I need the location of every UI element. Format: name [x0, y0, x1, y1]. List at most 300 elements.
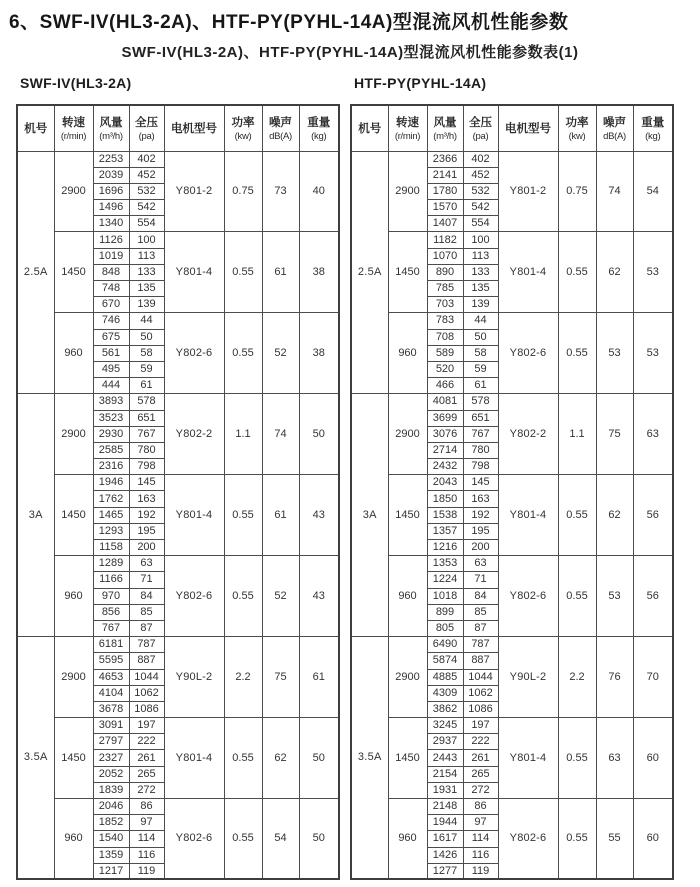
pressure-cell: 578 — [463, 394, 498, 410]
airflow-cell: 2930 — [93, 426, 129, 442]
pressure-cell: 50 — [129, 329, 164, 345]
noise-cell: 54 — [262, 799, 299, 880]
pressure-cell: 402 — [463, 151, 498, 167]
airflow-cell: 495 — [93, 361, 129, 377]
table-row — [351, 151, 673, 167]
header-weight: 重量 (kg) — [633, 105, 673, 151]
airflow-cell: 2253 — [93, 151, 129, 167]
airflow-cell: 1496 — [93, 200, 129, 216]
motor-model-cell: Y802-2 — [498, 394, 558, 475]
airflow-cell: 3523 — [93, 410, 129, 426]
airflow-cell: 1289 — [93, 556, 129, 572]
table-row — [351, 313, 673, 329]
motor-model-cell: Y801-2 — [164, 151, 224, 232]
pressure-cell: 63 — [129, 556, 164, 572]
pressure-cell: 44 — [129, 313, 164, 329]
pressure-cell: 139 — [129, 297, 164, 313]
speed-cell: 960 — [54, 799, 93, 880]
airflow-cell: 2432 — [427, 459, 463, 475]
header-airflow: 风量 (m³/h) — [93, 105, 129, 151]
power-cell: 2.2 — [558, 637, 596, 718]
pressure-cell: 402 — [129, 151, 164, 167]
pressure-cell: 195 — [129, 523, 164, 539]
pressure-cell: 58 — [463, 345, 498, 361]
table-row — [351, 556, 673, 572]
pressure-cell: 200 — [463, 540, 498, 556]
airflow-cell: 703 — [427, 297, 463, 313]
power-cell: 0.55 — [224, 313, 262, 394]
airflow-cell: 2443 — [427, 750, 463, 766]
table-row — [351, 232, 673, 248]
motor-model-cell: Y802-6 — [498, 313, 558, 394]
weight-cell: 50 — [299, 799, 339, 880]
table-row — [17, 394, 339, 410]
table-block-swf — [16, 75, 340, 880]
pressure-cell: 265 — [129, 766, 164, 782]
motor-model-cell: Y801-2 — [498, 151, 558, 232]
pressure-cell: 780 — [463, 442, 498, 458]
airflow-cell: 4885 — [427, 669, 463, 685]
airflow-cell: 785 — [427, 281, 463, 297]
airflow-cell: 2797 — [93, 734, 129, 750]
speed-cell: 2900 — [388, 151, 427, 232]
airflow-cell: 1696 — [93, 183, 129, 199]
airflow-cell: 1353 — [427, 556, 463, 572]
header-noise: 噪声 dB(A) — [596, 105, 633, 151]
header-speed: 转速 (r/min) — [54, 105, 93, 151]
table-row — [17, 556, 339, 572]
noise-cell: 53 — [596, 556, 633, 637]
pressure-cell: 63 — [463, 556, 498, 572]
weight-cell: 40 — [299, 151, 339, 232]
airflow-cell: 1407 — [427, 216, 463, 232]
airflow-cell: 1852 — [93, 815, 129, 831]
pressure-cell: 84 — [463, 588, 498, 604]
table-row — [17, 799, 339, 815]
speed-cell: 2900 — [54, 637, 93, 718]
airflow-cell: 2316 — [93, 459, 129, 475]
pressure-cell: 798 — [129, 459, 164, 475]
weight-cell: 38 — [299, 313, 339, 394]
airflow-cell: 1839 — [93, 782, 129, 798]
airflow-cell: 3699 — [427, 410, 463, 426]
speed-cell: 960 — [54, 556, 93, 637]
airflow-cell: 1762 — [93, 491, 129, 507]
airflow-cell: 783 — [427, 313, 463, 329]
airflow-cell: 1944 — [427, 815, 463, 831]
weight-cell: 61 — [299, 637, 339, 718]
airflow-cell: 675 — [93, 329, 129, 345]
power-cell: 0.55 — [224, 556, 262, 637]
power-cell: 0.55 — [558, 718, 596, 799]
pressure-cell: 554 — [129, 216, 164, 232]
pressure-cell: 197 — [463, 718, 498, 734]
weight-cell: 53 — [633, 232, 673, 313]
motor-model-cell: Y801-4 — [164, 475, 224, 556]
noise-cell: 76 — [596, 637, 633, 718]
airflow-cell: 970 — [93, 588, 129, 604]
airflow-cell: 2585 — [93, 442, 129, 458]
airflow-cell: 2043 — [427, 475, 463, 491]
pressure-cell: 86 — [129, 799, 164, 815]
table-row — [351, 637, 673, 653]
pressure-cell: 135 — [463, 281, 498, 297]
airflow-cell: 1217 — [93, 863, 129, 879]
airflow-cell: 2714 — [427, 442, 463, 458]
table-row — [351, 475, 673, 491]
table-row — [351, 799, 673, 815]
table-row — [17, 151, 339, 167]
pressure-cell: 787 — [463, 637, 498, 653]
pressure-cell: 85 — [129, 604, 164, 620]
power-cell: 0.55 — [558, 556, 596, 637]
pressure-cell: 532 — [129, 183, 164, 199]
airflow-cell: 3076 — [427, 426, 463, 442]
table-row — [17, 232, 339, 248]
power-cell: 0.75 — [558, 151, 596, 232]
pressure-cell: 133 — [129, 264, 164, 280]
power-cell: 0.55 — [224, 232, 262, 313]
pressure-cell: 163 — [463, 491, 498, 507]
pressure-cell: 651 — [129, 410, 164, 426]
pressure-cell: 261 — [463, 750, 498, 766]
airflow-cell: 561 — [93, 345, 129, 361]
fan-size-cell: 3.5A — [17, 637, 54, 880]
speed-cell: 2900 — [388, 394, 427, 475]
pressure-cell: 50 — [463, 329, 498, 345]
header-airflow: 风量 (m³/h) — [427, 105, 463, 151]
pressure-cell: 195 — [463, 523, 498, 539]
airflow-cell: 1931 — [427, 782, 463, 798]
airflow-cell: 3893 — [93, 394, 129, 410]
airflow-cell: 3678 — [93, 701, 129, 717]
pressure-cell: 119 — [463, 863, 498, 879]
airflow-cell: 2937 — [427, 734, 463, 750]
airflow-cell: 4081 — [427, 394, 463, 410]
airflow-cell: 746 — [93, 313, 129, 329]
noise-cell: 61 — [262, 475, 299, 556]
airflow-cell: 5874 — [427, 653, 463, 669]
airflow-cell: 466 — [427, 378, 463, 394]
airflow-cell: 748 — [93, 281, 129, 297]
weight-cell: 63 — [633, 394, 673, 475]
pressure-cell: 59 — [129, 361, 164, 377]
airflow-cell: 1018 — [427, 588, 463, 604]
fan-size-cell: 3.5A — [351, 637, 388, 880]
weight-cell: 38 — [299, 232, 339, 313]
pressure-cell: 887 — [129, 653, 164, 669]
airflow-cell: 1224 — [427, 572, 463, 588]
pressure-cell: 61 — [129, 378, 164, 394]
pressure-cell: 887 — [463, 653, 498, 669]
weight-cell: 50 — [299, 718, 339, 799]
airflow-cell: 1019 — [93, 248, 129, 264]
noise-cell: 75 — [596, 394, 633, 475]
airflow-cell: 1158 — [93, 540, 129, 556]
airflow-cell: 2052 — [93, 766, 129, 782]
motor-model-cell: Y801-4 — [498, 475, 558, 556]
header-noise: 噪声 dB(A) — [262, 105, 299, 151]
airflow-cell: 4309 — [427, 685, 463, 701]
header-speed: 转速 (r/min) — [388, 105, 427, 151]
airflow-cell: 2046 — [93, 799, 129, 815]
motor-model-cell: Y801-4 — [498, 232, 558, 313]
pressure-cell: 163 — [129, 491, 164, 507]
airflow-cell: 2141 — [427, 167, 463, 183]
pressure-cell: 265 — [463, 766, 498, 782]
airflow-cell: 890 — [427, 264, 463, 280]
header-fan-size: 机号 — [17, 105, 54, 151]
pressure-cell: 192 — [129, 507, 164, 523]
pressure-cell: 61 — [463, 378, 498, 394]
table-row — [17, 313, 339, 329]
pressure-cell: 44 — [463, 313, 498, 329]
pressure-cell: 1086 — [129, 701, 164, 717]
airflow-cell: 848 — [93, 264, 129, 280]
speed-cell: 1450 — [388, 232, 427, 313]
performance-table-htf — [350, 104, 674, 880]
airflow-cell: 1538 — [427, 507, 463, 523]
airflow-cell: 1426 — [427, 847, 463, 863]
pressure-cell: 113 — [463, 248, 498, 264]
pressure-cell: 58 — [129, 345, 164, 361]
pressure-cell: 578 — [129, 394, 164, 410]
pressure-cell: 651 — [463, 410, 498, 426]
pressure-cell: 97 — [129, 815, 164, 831]
speed-cell: 2900 — [54, 394, 93, 475]
motor-model-cell: Y802-6 — [498, 799, 558, 880]
page-subtitle: SWF-IV(HL3-2A)、HTF-PY(PYHL-14A)型混流风机性能参数表(1) — [121, 44, 579, 61]
pressure-cell: 1062 — [463, 685, 498, 701]
speed-cell: 1450 — [388, 718, 427, 799]
weight-cell: 56 — [633, 556, 673, 637]
table-block-htf — [350, 75, 674, 880]
noise-cell: 53 — [596, 313, 633, 394]
airflow-cell: 589 — [427, 345, 463, 361]
noise-cell: 61 — [262, 232, 299, 313]
table-label-swf: SWF-IV(HL3-2A) — [20, 75, 132, 91]
pressure-cell: 100 — [129, 232, 164, 248]
airflow-cell: 2327 — [93, 750, 129, 766]
noise-cell: 62 — [596, 232, 633, 313]
pressure-cell: 200 — [129, 540, 164, 556]
pressure-cell: 542 — [463, 200, 498, 216]
pressure-cell: 787 — [129, 637, 164, 653]
airflow-cell: 1570 — [427, 200, 463, 216]
pressure-cell: 532 — [463, 183, 498, 199]
airflow-cell: 1293 — [93, 523, 129, 539]
pressure-cell: 452 — [129, 167, 164, 183]
airflow-cell: 2148 — [427, 799, 463, 815]
power-cell: 0.55 — [224, 718, 262, 799]
pressure-cell: 114 — [463, 831, 498, 847]
airflow-cell: 1359 — [93, 847, 129, 863]
airflow-cell: 1617 — [427, 831, 463, 847]
pressure-cell: 197 — [129, 718, 164, 734]
header-power: 功率 (kw) — [224, 105, 262, 151]
airflow-cell: 6490 — [427, 637, 463, 653]
header-motor-model: 电机型号 — [164, 105, 224, 151]
weight-cell: 53 — [633, 313, 673, 394]
noise-cell: 73 — [262, 151, 299, 232]
table-label-htf: HTF-PY(PYHL-14A) — [354, 75, 487, 91]
pressure-cell: 767 — [463, 426, 498, 442]
table-row — [17, 637, 339, 653]
noise-cell: 52 — [262, 313, 299, 394]
page-title: 6、SWF-IV(HL3-2A)、HTF-PY(PYHL-14A)型混流风机性能参数 — [9, 12, 569, 33]
airflow-cell: 1166 — [93, 572, 129, 588]
pressure-cell: 71 — [463, 572, 498, 588]
performance-table-swf — [16, 104, 340, 880]
weight-cell: 60 — [633, 799, 673, 880]
fan-size-cell: 3A — [351, 394, 388, 637]
speed-cell: 960 — [388, 313, 427, 394]
pressure-cell: 272 — [463, 782, 498, 798]
airflow-cell: 3091 — [93, 718, 129, 734]
airflow-cell: 1277 — [427, 863, 463, 879]
motor-model-cell: Y802-6 — [498, 556, 558, 637]
speed-cell: 1450 — [54, 718, 93, 799]
speed-cell: 2900 — [54, 151, 93, 232]
airflow-cell: 767 — [93, 620, 129, 636]
weight-cell: 56 — [633, 475, 673, 556]
pressure-cell: 84 — [129, 588, 164, 604]
power-cell: 0.55 — [558, 475, 596, 556]
pressure-cell: 222 — [129, 734, 164, 750]
motor-model-cell: Y802-2 — [164, 394, 224, 475]
airflow-cell: 2154 — [427, 766, 463, 782]
motor-model-cell: Y802-6 — [164, 799, 224, 880]
table-row — [351, 718, 673, 734]
pressure-cell: 135 — [129, 281, 164, 297]
pressure-cell: 119 — [129, 863, 164, 879]
airflow-cell: 670 — [93, 297, 129, 313]
power-cell: 0.55 — [224, 799, 262, 880]
weight-cell: 54 — [633, 151, 673, 232]
noise-cell: 75 — [262, 637, 299, 718]
pressure-cell: 554 — [463, 216, 498, 232]
power-cell: 0.55 — [558, 799, 596, 880]
pressure-cell: 1062 — [129, 685, 164, 701]
weight-cell: 70 — [633, 637, 673, 718]
pressure-cell: 87 — [463, 620, 498, 636]
pressure-cell: 85 — [463, 604, 498, 620]
pressure-cell: 542 — [129, 200, 164, 216]
power-cell: 0.75 — [224, 151, 262, 232]
pressure-cell: 452 — [463, 167, 498, 183]
airflow-cell: 1182 — [427, 232, 463, 248]
pressure-cell: 116 — [129, 847, 164, 863]
speed-cell: 1450 — [54, 232, 93, 313]
pressure-cell: 139 — [463, 297, 498, 313]
pressure-cell: 100 — [463, 232, 498, 248]
fan-size-cell: 3A — [17, 394, 54, 637]
fan-size-cell: 2.5A — [351, 151, 388, 394]
pressure-cell: 1086 — [463, 701, 498, 717]
airflow-cell: 1780 — [427, 183, 463, 199]
weight-cell: 60 — [633, 718, 673, 799]
power-cell: 1.1 — [558, 394, 596, 475]
motor-model-cell: Y801-4 — [164, 232, 224, 313]
header-pressure: 全压 (pa) — [463, 105, 498, 151]
airflow-cell: 1340 — [93, 216, 129, 232]
pressure-cell: 780 — [129, 442, 164, 458]
airflow-cell: 444 — [93, 378, 129, 394]
airflow-cell: 1357 — [427, 523, 463, 539]
airflow-cell: 708 — [427, 329, 463, 345]
pressure-cell: 87 — [129, 620, 164, 636]
pressure-cell: 116 — [463, 847, 498, 863]
power-cell: 0.55 — [558, 232, 596, 313]
airflow-cell: 1070 — [427, 248, 463, 264]
airflow-cell: 4653 — [93, 669, 129, 685]
power-cell: 0.55 — [224, 475, 262, 556]
pressure-cell: 114 — [129, 831, 164, 847]
pressure-cell: 261 — [129, 750, 164, 766]
noise-cell: 52 — [262, 556, 299, 637]
pressure-cell: 97 — [463, 815, 498, 831]
airflow-cell: 2366 — [427, 151, 463, 167]
airflow-cell: 1216 — [427, 540, 463, 556]
table-row — [17, 475, 339, 491]
noise-cell: 55 — [596, 799, 633, 880]
airflow-cell: 1126 — [93, 232, 129, 248]
weight-cell: 50 — [299, 394, 339, 475]
header-pressure: 全压 (pa) — [129, 105, 164, 151]
table-row — [17, 718, 339, 734]
airflow-cell: 1946 — [93, 475, 129, 491]
airflow-cell: 5595 — [93, 653, 129, 669]
pressure-cell: 1044 — [129, 669, 164, 685]
airflow-cell: 520 — [427, 361, 463, 377]
speed-cell: 960 — [54, 313, 93, 394]
noise-cell: 62 — [596, 475, 633, 556]
table-row — [351, 394, 673, 410]
airflow-cell: 1850 — [427, 491, 463, 507]
motor-model-cell: Y802-6 — [164, 313, 224, 394]
airflow-cell: 3245 — [427, 718, 463, 734]
motor-model-cell: Y802-6 — [164, 556, 224, 637]
speed-cell: 1450 — [54, 475, 93, 556]
noise-cell: 62 — [262, 718, 299, 799]
weight-cell: 43 — [299, 475, 339, 556]
airflow-cell: 1540 — [93, 831, 129, 847]
pressure-cell: 798 — [463, 459, 498, 475]
speed-cell: 2900 — [388, 637, 427, 718]
noise-cell: 74 — [596, 151, 633, 232]
noise-cell: 63 — [596, 718, 633, 799]
pressure-cell: 145 — [463, 475, 498, 491]
header-motor-model: 电机型号 — [498, 105, 558, 151]
pressure-cell: 113 — [129, 248, 164, 264]
header-fan-size: 机号 — [351, 105, 388, 151]
header-power: 功率 (kw) — [558, 105, 596, 151]
tables-container — [0, 75, 700, 880]
airflow-cell: 6181 — [93, 637, 129, 653]
noise-cell: 74 — [262, 394, 299, 475]
airflow-cell: 856 — [93, 604, 129, 620]
airflow-cell: 2039 — [93, 167, 129, 183]
airflow-cell: 1465 — [93, 507, 129, 523]
pressure-cell: 1044 — [463, 669, 498, 685]
airflow-cell: 899 — [427, 604, 463, 620]
power-cell: 0.55 — [558, 313, 596, 394]
pressure-cell: 192 — [463, 507, 498, 523]
pressure-cell: 145 — [129, 475, 164, 491]
airflow-cell: 805 — [427, 620, 463, 636]
speed-cell: 960 — [388, 556, 427, 637]
speed-cell: 960 — [388, 799, 427, 880]
